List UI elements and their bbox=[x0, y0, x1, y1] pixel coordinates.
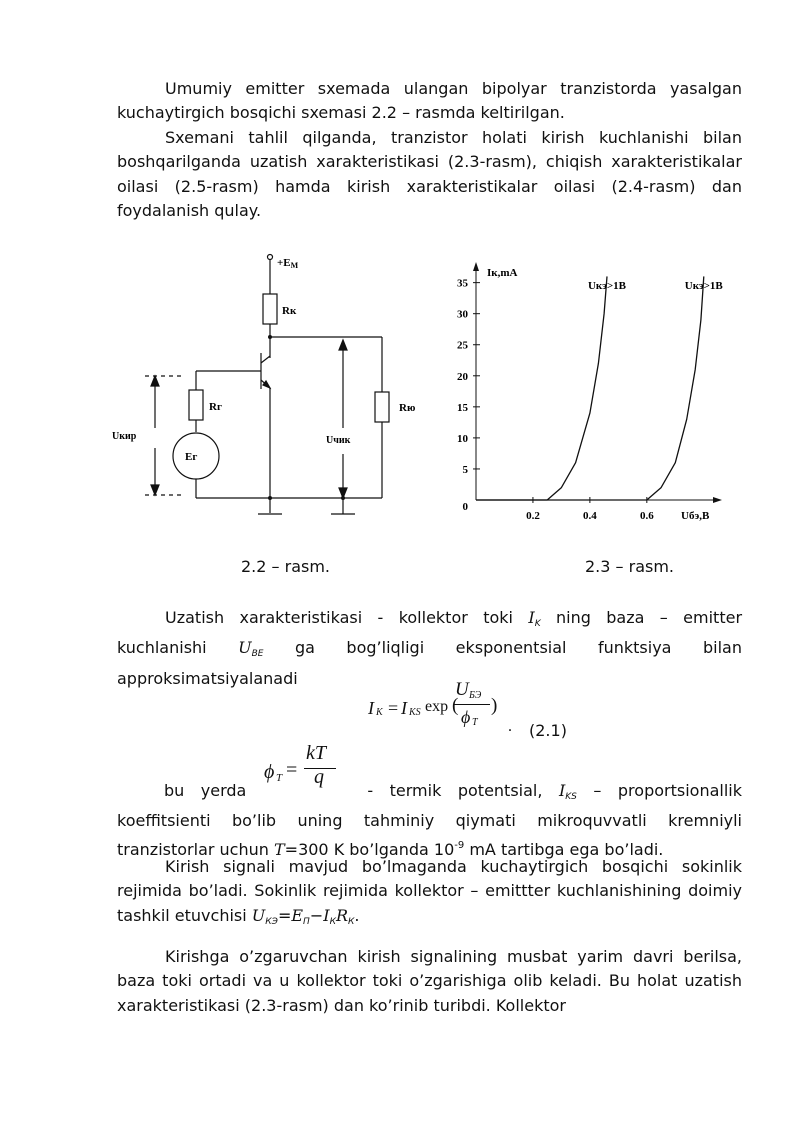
y-tick-label: 20 bbox=[457, 370, 468, 383]
equation-2-1: I K = I KS exp ( U БЭ ϕ T ) . bbox=[368, 679, 512, 735]
paragraph-intro: Umumiy emitter sxemada ulangan bipolyar tranzistorda yasalgan kuchaytirgich bosqichi sxemasi 2.2 – rasmda keltirilgan. bbox=[117, 79, 742, 123]
series-label-1: Uкэ>1В bbox=[587, 280, 626, 292]
series-line-2 bbox=[476, 276, 704, 500]
paragraph-quiescent: Kirish signali mavjud bo’lmaganda kuchaytirgich bosqichi sokinlik rejimida bo’ladi. Sokinlik rejimida kollektor – emittter kuchlanishining doimiy tashkil etuvchisi $U_{КЭ}=E_П-I_КR_К$. bbox=[117, 857, 742, 927]
y-tick-label: 10 bbox=[457, 432, 468, 445]
paragraph-transfer: Uzatish xarakteristikasi - kollektor toki $I_K$ ning baza – emitter kuchlanishi $U_{BE}$ ga bog’liqligi eksponentsial funktsiya bilan approksimatsiyalanadi bbox=[117, 608, 743, 688]
x-axis-arrow bbox=[713, 497, 722, 503]
y-tick-label: 25 bbox=[457, 339, 468, 352]
uin-label: Uкир bbox=[112, 431, 137, 442]
y-tick-label: 30 bbox=[457, 308, 468, 321]
x-tick-label: 0.2 bbox=[526, 510, 540, 522]
y-tick-label: 15 bbox=[457, 401, 468, 414]
series-label-2: Uкэ>1В bbox=[684, 280, 723, 292]
paragraph-analysis: Sxemani tahlil qilganda, tranzistor holati kirish kuchlanishi bilan boshqarilganda uzatish xarakteristikasi (2.3-rasm), chiqish xarakteristikalar oilasi (2.5-rasm) hamda kirish xarakteristikalar oilasi (2.4-rasm) dan foydalanish qulay. bbox=[117, 128, 742, 220]
circuit-diagram bbox=[110, 248, 430, 533]
y-axis-label: Iк,mA bbox=[487, 267, 518, 279]
y-axis-arrow bbox=[473, 262, 479, 271]
y-tick-label: 35 bbox=[457, 277, 468, 290]
x-axis-label: Uбэ,В bbox=[681, 510, 710, 522]
y-tick-label: 0 bbox=[462, 501, 468, 513]
x-tick-label: 0.4 bbox=[583, 510, 597, 522]
rk-label: Rк bbox=[282, 305, 297, 317]
equation-number: (2.1) bbox=[529, 721, 567, 740]
caption-figure-2-3: 2.3 – rasm. bbox=[585, 557, 675, 576]
rl-label: Rю bbox=[399, 402, 416, 414]
x-tick-label: 0.6 bbox=[639, 510, 654, 522]
supply-label: +EM bbox=[277, 257, 299, 270]
uout-label: Uчик bbox=[326, 435, 351, 446]
y-tick-label: 5 bbox=[462, 463, 468, 476]
eg-label: Eг bbox=[185, 451, 198, 463]
series-line-1 bbox=[476, 276, 607, 500]
caption-figure-2-2: 2.2 – rasm. bbox=[241, 557, 331, 576]
paragraph-thermal: bu yerda - termik potentsial, $I_{KS}$ – proportsionallik koeffitsienti bo’lib uning tahminiy qiymati mikroquvvatli kremniyli tranzistorlar uchun T=300 K bo’lganda $10^{-9}$ mA tartibga ega bo’ladi. bbox=[117, 781, 742, 859]
transfer-characteristic-chart bbox=[440, 258, 740, 533]
paragraph-signal: Kirishga o’zgaruvchan kirish signalining musbat yarim davri berilsa, baza toki ortadi va u kollektor toki o’zgarishiga olib keladi. Bu holat uzatish xarakteristikasi (2.3-rasm) dan ko’rinib turibdi. Kollektor bbox=[117, 947, 742, 1015]
equation-thermal-potential: ϕ T = kT q bbox=[264, 740, 354, 790]
rg-label: Rг bbox=[209, 401, 222, 413]
